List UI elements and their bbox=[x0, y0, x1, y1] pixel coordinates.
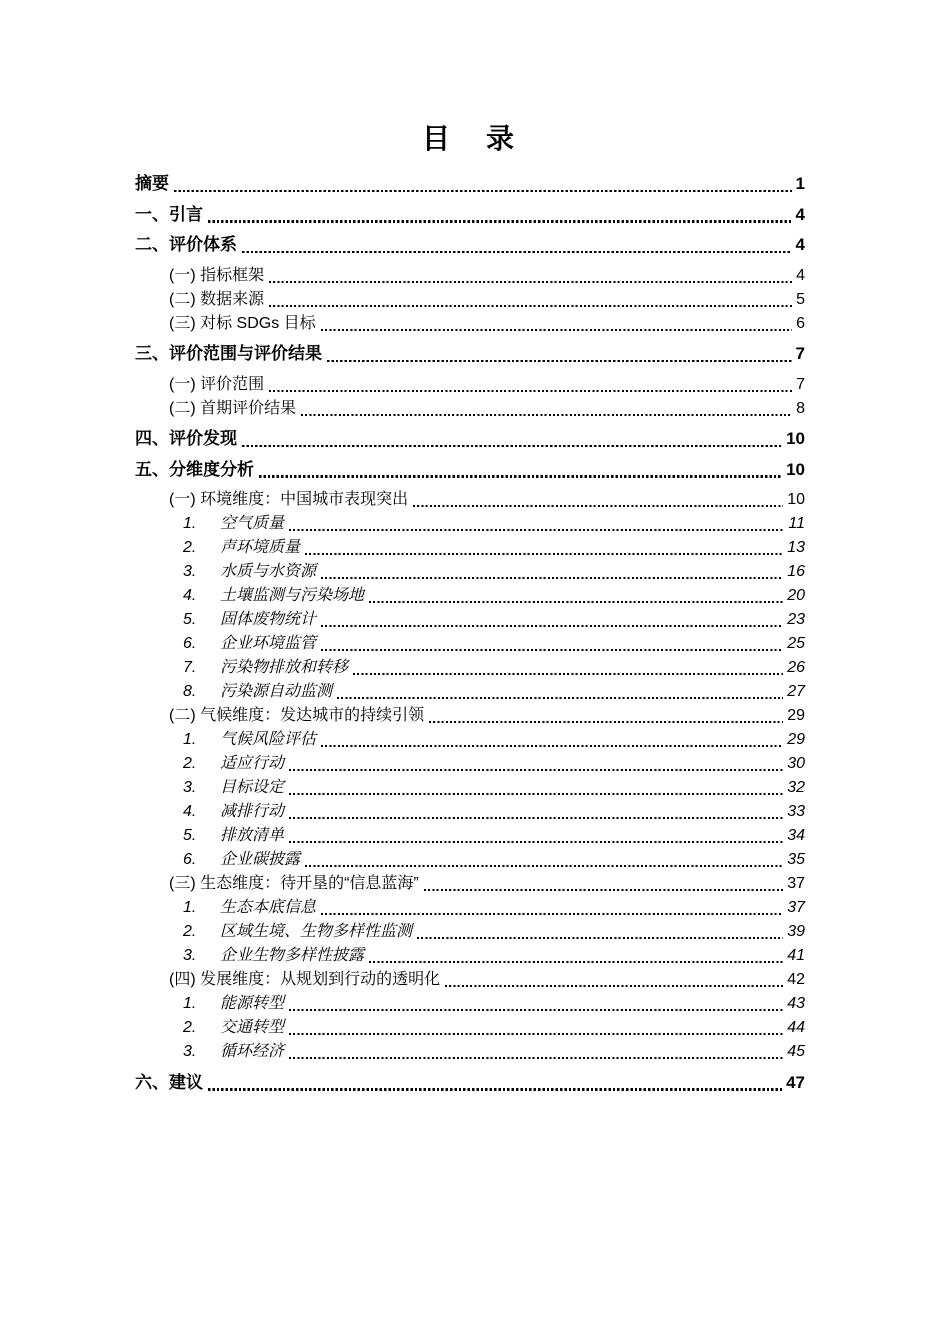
toc-entry-label: 一、引言 bbox=[135, 204, 203, 224]
toc-entry-number: 3. bbox=[183, 1043, 197, 1060]
toc-entry-label: 三、评价范围与评价结果 bbox=[135, 344, 322, 363]
toc-entry[interactable] bbox=[135, 427, 805, 451]
toc-entry-label: (三) 对标 SDGs 目标 bbox=[169, 314, 316, 332]
dot-leader bbox=[369, 601, 783, 603]
toc-entry-page: 6 bbox=[796, 314, 805, 332]
dot-leader bbox=[305, 865, 783, 867]
toc-entry[interactable] bbox=[135, 560, 805, 584]
toc-entry[interactable] bbox=[135, 584, 805, 608]
toc-entry[interactable] bbox=[135, 458, 805, 482]
toc-entry-page: 7 bbox=[796, 375, 805, 393]
toc-entry-page: 35 bbox=[787, 851, 805, 868]
toc-entry-label: (一) 评价范围 bbox=[169, 375, 265, 393]
dot-leader bbox=[321, 745, 783, 747]
dot-leader bbox=[289, 817, 783, 819]
toc-entry-number: 1. bbox=[183, 995, 197, 1012]
toc-entry-label: (二) 数据来源 bbox=[169, 290, 265, 308]
toc-entry[interactable] bbox=[135, 896, 805, 920]
toc-entry[interactable] bbox=[135, 728, 805, 752]
toc-entry-page: 16 bbox=[787, 563, 805, 580]
dot-leader bbox=[301, 414, 792, 416]
toc-entry-page: 37 bbox=[787, 875, 805, 892]
dot-leader bbox=[369, 961, 783, 963]
toc-entry-label: 六、建议 bbox=[135, 1072, 203, 1092]
toc-entry-page: 10 bbox=[786, 459, 805, 479]
toc-entry[interactable] bbox=[135, 512, 805, 536]
toc-entry-number: 2. bbox=[183, 755, 197, 772]
toc-entry-page: 23 bbox=[787, 611, 805, 628]
toc-entry-page: 29 bbox=[787, 731, 805, 748]
dot-leader bbox=[337, 697, 783, 699]
toc-entry-number: 3. bbox=[183, 779, 197, 796]
toc-entry-label: 土壤监测与污染场地 bbox=[220, 587, 365, 604]
dot-leader bbox=[429, 721, 783, 723]
toc-entry-label: 排放清单 bbox=[220, 827, 285, 844]
toc-entry[interactable] bbox=[135, 752, 805, 776]
toc-entry[interactable] bbox=[135, 203, 805, 227]
toc-entry-page: 27 bbox=[787, 683, 805, 700]
toc-entry-label: 适应行动 bbox=[220, 755, 285, 772]
toc-entry-page: 10 bbox=[786, 429, 805, 448]
toc-entry-page: 42 bbox=[787, 971, 805, 988]
toc-entry-number: 2. bbox=[183, 539, 197, 556]
toc-entry-label: 四、评价发现 bbox=[135, 429, 237, 448]
toc-entry-label: 企业碳披露 bbox=[220, 851, 301, 868]
toc-entry-page: 33 bbox=[787, 803, 805, 820]
toc-entry-label: 目标设定 bbox=[220, 779, 285, 796]
toc-entry-label: 区域生境、生物多样性监测 bbox=[220, 923, 413, 940]
dot-leader bbox=[269, 390, 792, 392]
toc-entry-label: 交通转型 bbox=[220, 1019, 285, 1036]
toc-entry[interactable] bbox=[135, 397, 805, 421]
toc-entry[interactable] bbox=[135, 656, 805, 680]
dot-leader bbox=[289, 529, 784, 531]
toc-entry-number: 1. bbox=[183, 731, 197, 748]
toc-entry-label: 水质与水资源 bbox=[220, 563, 317, 580]
dot-leader bbox=[269, 281, 792, 283]
dot-leader bbox=[413, 505, 783, 507]
toc-entry-page: 8 bbox=[796, 399, 805, 417]
toc-entry-page: 32 bbox=[787, 779, 805, 796]
page-title: 目 录 bbox=[421, 124, 518, 155]
dot-leader bbox=[289, 769, 783, 771]
toc-entry-number: 2. bbox=[183, 923, 197, 940]
toc-entry[interactable] bbox=[135, 312, 805, 336]
dot-leader bbox=[289, 1033, 783, 1035]
toc-entry-page: 7 bbox=[795, 344, 805, 363]
toc-entry-label: 五、分维度分析 bbox=[135, 459, 254, 479]
toc-entry-label: (二) 首期评价结果 bbox=[169, 399, 297, 417]
dot-leader bbox=[424, 889, 783, 891]
toc-entry-number: 4. bbox=[183, 803, 197, 820]
toc-entry-number: 6. bbox=[183, 851, 197, 868]
toc-entry[interactable] bbox=[135, 172, 805, 196]
toc-entry-number: 1. bbox=[183, 899, 197, 916]
dot-leader bbox=[242, 251, 792, 253]
dot-leader bbox=[321, 577, 783, 579]
toc-entry-label: 气候风险评估 bbox=[220, 731, 317, 748]
dot-leader bbox=[269, 305, 792, 307]
toc-entry-label: 污染物排放和转移 bbox=[220, 659, 349, 676]
toc-entry-page: 10 bbox=[787, 491, 805, 508]
toc-entry-label: 企业生物多样性披露 bbox=[220, 947, 365, 964]
toc-entry-page: 34 bbox=[787, 827, 805, 844]
dot-leader bbox=[353, 673, 783, 675]
dot-leader bbox=[321, 649, 783, 651]
toc-entry-number: 5. bbox=[183, 827, 197, 844]
toc-entry-page: 47 bbox=[786, 1072, 805, 1092]
dot-leader bbox=[321, 625, 783, 627]
toc-entry[interactable] bbox=[135, 992, 805, 1016]
toc-entry-page: 13 bbox=[787, 539, 805, 556]
toc-list bbox=[135, 172, 805, 1095]
toc-entry[interactable] bbox=[135, 1071, 805, 1095]
toc-entry-label: 固体废物统计 bbox=[220, 611, 317, 628]
dot-leader bbox=[289, 1009, 783, 1011]
dot-leader bbox=[208, 1088, 782, 1090]
toc-entry[interactable] bbox=[135, 968, 805, 992]
dot-leader bbox=[289, 1057, 783, 1059]
toc-entry-number: 2. bbox=[183, 1019, 197, 1036]
toc-entry-label: (一) 指标框架 bbox=[169, 266, 265, 284]
dot-leader bbox=[259, 475, 782, 477]
toc-entry[interactable] bbox=[135, 233, 805, 257]
dot-leader bbox=[417, 937, 783, 939]
toc-entry-page: 4 bbox=[795, 204, 805, 224]
dot-leader bbox=[327, 360, 792, 362]
toc-entry[interactable] bbox=[135, 824, 805, 848]
dot-leader bbox=[305, 553, 783, 555]
toc-entry-label: 生态本底信息 bbox=[220, 899, 317, 916]
toc-entry-page: 29 bbox=[787, 707, 805, 724]
toc-entry[interactable] bbox=[135, 264, 805, 288]
toc-entry[interactable] bbox=[135, 776, 805, 800]
toc-entry-page: 44 bbox=[787, 1019, 805, 1036]
toc-entry-label: 摘要 bbox=[135, 174, 169, 193]
dot-leader bbox=[174, 190, 792, 192]
toc-entry-page: 39 bbox=[787, 923, 805, 940]
toc-entry-label: 企业环境监管 bbox=[220, 635, 317, 652]
toc-entry[interactable] bbox=[135, 1040, 805, 1064]
toc-entry-page: 37 bbox=[787, 899, 805, 916]
toc-entry-label: 能源转型 bbox=[220, 995, 285, 1012]
toc-entry[interactable] bbox=[135, 536, 805, 560]
toc-entry-label: (一) 环境维度：中国城市表现突出 bbox=[169, 491, 409, 508]
toc-entry[interactable] bbox=[135, 1016, 805, 1040]
dot-leader bbox=[321, 913, 783, 915]
toc-entry[interactable] bbox=[135, 342, 805, 366]
toc-entry-number: 5. bbox=[183, 611, 197, 628]
toc-entry-label: (三) 生态维度：待开垦的“信息蓝海” bbox=[169, 875, 419, 892]
dot-leader bbox=[289, 841, 783, 843]
toc-entry-number: 8. bbox=[183, 683, 197, 700]
toc-entry-page: 43 bbox=[787, 995, 805, 1012]
toc-entry[interactable] bbox=[135, 704, 805, 728]
dot-leader bbox=[289, 793, 783, 795]
toc-entry-label: (四) 发展维度：从规划到行动的透明化 bbox=[169, 971, 441, 988]
toc-entry[interactable] bbox=[135, 680, 805, 704]
dot-leader bbox=[321, 329, 792, 331]
toc-entry-label: 循环经济 bbox=[220, 1043, 285, 1060]
toc-entry-label: 二、评价体系 bbox=[135, 235, 237, 254]
toc-entry-page: 25 bbox=[787, 635, 805, 652]
toc-entry[interactable] bbox=[135, 488, 805, 512]
toc-entry-page: 26 bbox=[787, 659, 805, 676]
toc-entry-label: (二) 气候维度：发达城市的持续引领 bbox=[169, 707, 425, 724]
toc-entry[interactable] bbox=[135, 608, 805, 632]
dot-leader bbox=[208, 220, 792, 222]
toc-entry[interactable] bbox=[135, 632, 805, 656]
toc-entry-page: 41 bbox=[787, 947, 805, 964]
toc-entry-number: 7. bbox=[183, 659, 197, 676]
toc-entry-page: 5 bbox=[796, 290, 805, 308]
toc-entry-number: 4. bbox=[183, 587, 197, 604]
toc-entry-number: 3. bbox=[183, 947, 197, 964]
toc-entry[interactable] bbox=[135, 288, 805, 312]
toc-entry[interactable] bbox=[135, 944, 805, 968]
toc-entry-label: 污染源自动监测 bbox=[220, 683, 333, 700]
toc-entry[interactable] bbox=[135, 373, 805, 397]
toc-entry-page: 45 bbox=[787, 1043, 805, 1060]
dot-leader bbox=[445, 985, 783, 987]
toc-entry-number: 6. bbox=[183, 635, 197, 652]
toc-entry-label: 声环境质量 bbox=[220, 539, 301, 556]
toc-entry-label: 减排行动 bbox=[220, 803, 285, 820]
dot-leader bbox=[242, 445, 782, 447]
toc-entry-page: 4 bbox=[796, 266, 805, 284]
toc-entry-page: 30 bbox=[787, 755, 805, 772]
toc-entry-page: 11 bbox=[788, 515, 805, 532]
toc-entry[interactable] bbox=[135, 872, 805, 896]
toc-entry[interactable] bbox=[135, 920, 805, 944]
toc-entry-page: 20 bbox=[787, 587, 805, 604]
toc-entry-label: 空气质量 bbox=[220, 515, 285, 532]
toc-entry-page: 4 bbox=[795, 235, 805, 254]
toc-entry-number: 3. bbox=[183, 563, 197, 580]
toc-entry[interactable] bbox=[135, 800, 805, 824]
toc-entry[interactable] bbox=[135, 848, 805, 872]
toc-entry-number: 1. bbox=[183, 515, 197, 532]
toc-entry-page: 1 bbox=[795, 174, 805, 193]
